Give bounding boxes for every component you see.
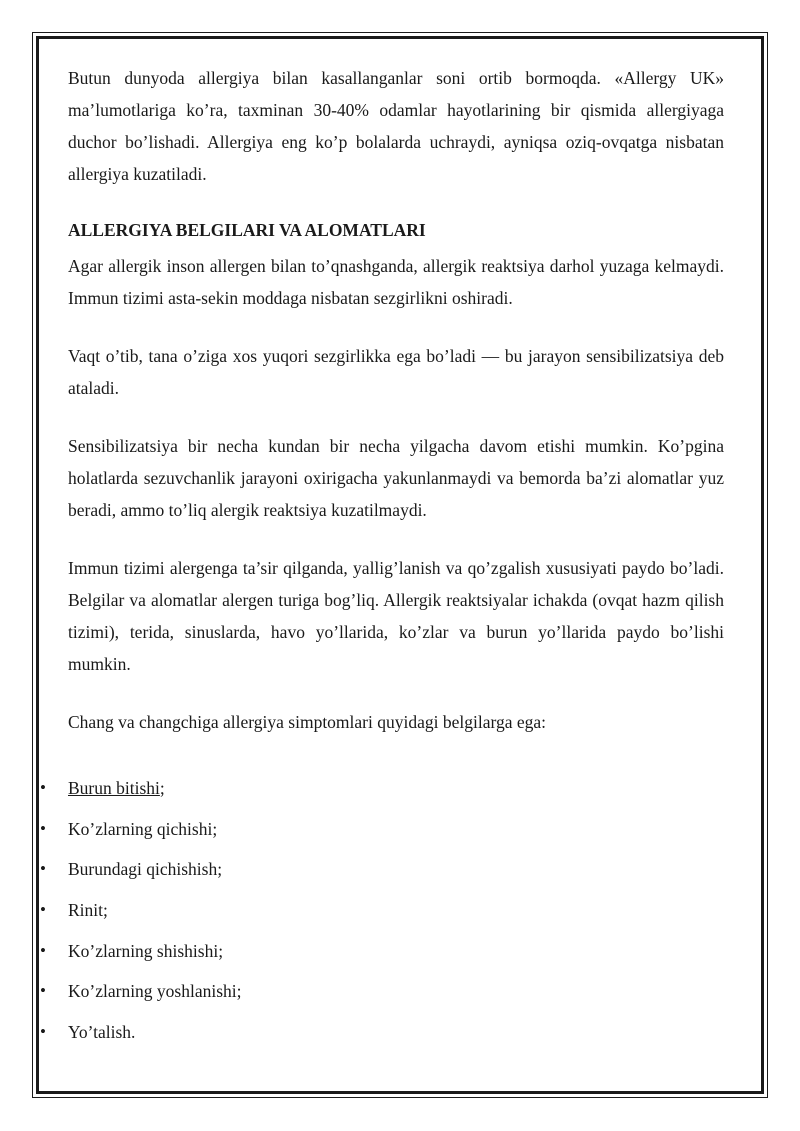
document-body bbox=[68, 62, 724, 738]
section-heading: ALLERGIYA BELGILARI VA ALOMATLARI bbox=[68, 220, 426, 240]
list-item bbox=[0, 975, 760, 1016]
list-item-text: Ko’zlarning qichishi; bbox=[68, 818, 218, 839]
paragraph-sensitization-start: Agar allergik inson allergen bilan to’qnashganda, allergik reaktsiya darhol yuzaga kelmaydi. Immun tizimi asta-sekin moddaga nisbatan sezgirlikni oshiradi. bbox=[68, 256, 724, 308]
list-item bbox=[0, 894, 760, 935]
bullet-icon: • bbox=[40, 900, 46, 920]
list-item-text: Yo’talish. bbox=[68, 1022, 136, 1043]
bullet-icon: • bbox=[40, 1022, 46, 1042]
paragraph-symptoms-intro: Chang va changchiga allergiya simptomlari quyidagi belgilarga ega: bbox=[68, 712, 547, 732]
list-item: • Burun bitishi; bbox=[0, 772, 760, 813]
bullet-icon: • bbox=[40, 981, 46, 1001]
symptom-link[interactable]: Burun bitishi bbox=[68, 778, 160, 798]
paragraph-sensitization-duration: Sensibilizatsiya bir necha kundan bir necha yilgacha davom etishi mumkin. Ko’pgina holatlarda sezuvchanlik jarayoni oxirigacha yakunlanmaydi va bemorda ba’zi alomatlar yuz beradi, ammo to’liq alergik reaktsiya kuzatilmaydi. bbox=[68, 436, 724, 520]
symptom-list bbox=[0, 772, 760, 1057]
paragraph-immune-response: Immun tizimi alergenga ta’sir qilganda, yallig’lanish va qo’zgalish xususiyati paydo bo’ladi. Belgilar va alomatlar alergen turiga bog’liq. Allergik reaktsiyalar ichakda (ovqat hazm qilish tizimi), terida, sinuslarda, havo yo’llarida, ko’zlar va burun yo’llarida paydo bo’lishi mumkin. bbox=[68, 558, 724, 674]
list-item bbox=[0, 935, 760, 976]
list-item bbox=[0, 853, 760, 894]
bullet-icon: • bbox=[40, 859, 46, 879]
list-item-text: Ko’zlarning shishishi; bbox=[68, 940, 224, 961]
paragraph-sensitization-definition: Vaqt o’tib, tana o’ziga xos yuqori sezgirlikka ega bo’ladi — bu jarayon sensibilizatsiya deb ataladi. bbox=[68, 346, 724, 398]
list-item bbox=[0, 1016, 760, 1057]
bullet-icon: • bbox=[40, 940, 46, 960]
list-item-text: Ko’zlarning yoshlanishi; bbox=[68, 981, 242, 1002]
bullet-icon: • bbox=[40, 818, 46, 838]
bullet-icon: • bbox=[40, 778, 46, 797]
list-item bbox=[0, 813, 760, 854]
list-item-text: Burundagi qichishish; bbox=[68, 859, 223, 880]
list-item-text: Rinit; bbox=[68, 900, 108, 921]
intro-paragraph: Butun dunyoda allergiya bilan kasallanganlar soni ortib bormoqda. «Allergy UK» ma’lumotlariga ko’ra, taxminan 30-40% odamlar hayotlarining bir qismida allergiyaga duchor bo’lishadi. Allergiya eng ko’p bolalarda uchraydi, ayniqsa oziq-ovqatga nisbatan allergiya kuzatiladi. bbox=[68, 68, 724, 184]
